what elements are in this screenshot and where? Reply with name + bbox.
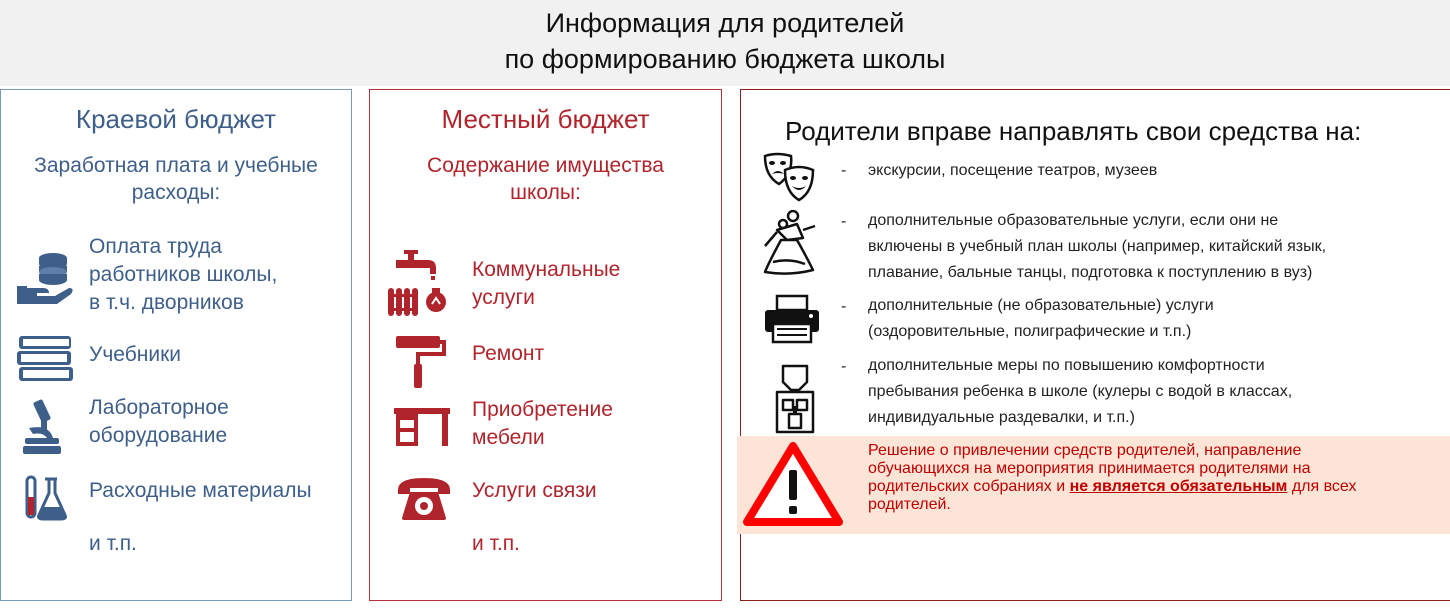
local-budget-subtitle-line-1: Содержание имущества <box>427 154 664 177</box>
regional-item-lab-label <box>89 394 229 450</box>
local-budget-title: Местный бюджет <box>441 104 650 134</box>
regional-budget-subtitle <box>1 152 351 206</box>
microscope-icon <box>23 398 63 456</box>
parents-item-3-dash: - <box>841 298 847 315</box>
parents-funds-panel <box>740 89 1450 601</box>
regional-item-materials-label: Расходные материалы <box>89 479 312 502</box>
books-icon <box>15 334 75 384</box>
warning-line-4: родителей. <box>868 496 951 513</box>
page-header <box>0 0 1450 86</box>
money-hand-icon <box>15 250 75 308</box>
desk-icon <box>394 406 450 448</box>
parents-item-1-dash: - <box>841 162 847 179</box>
local-item-communication-label: Услуги связи <box>472 479 597 502</box>
warning-line-2: обучающихся на мероприятия принимается родителями на <box>868 460 1311 477</box>
parents-item-4-line-1: дополнительные меры по повышению комфортности <box>868 357 1265 374</box>
parents-item-3-text <box>868 293 1428 345</box>
parents-item-4-line-3: индивидуальные раздевалки, и т.п.) <box>868 409 1135 426</box>
regional-item-salary-line-3: в т.ч. дворников <box>89 291 244 314</box>
parents-item-3-line-1: дополнительные (не образовательные) услуги <box>868 297 1214 314</box>
utilities-icon <box>388 250 450 318</box>
warning-notice <box>737 436 1450 534</box>
parents-item-1-line-1: экскурсии, посещение театров, музеев <box>868 162 1158 179</box>
regional-item-salary-label <box>89 233 277 317</box>
regional-budget-subtitle-line-2: расходы: <box>131 181 221 204</box>
regional-item-salary-line-1: Оплата труда <box>89 235 222 258</box>
regional-budget-title: Краевой бюджет <box>75 104 277 134</box>
warning-line-3 <box>868 478 1438 496</box>
parents-item-3-line-2: (оздоровительные, полиграфические и т.п.) <box>868 323 1192 340</box>
warning-line-3-end: для всех <box>1287 478 1357 495</box>
regional-item-lab-line-2: оборудование <box>89 424 228 447</box>
local-budget-subtitle-line-2: школы: <box>510 181 581 204</box>
local-item-utilities-line-1: Коммунальные <box>472 258 621 281</box>
page-title-line-2: по формированию бюджета школы <box>504 44 946 74</box>
parents-item-4-line-2: пребывания ребенка в школе (кулеры с водой в классах, <box>868 383 1293 400</box>
parents-item-2-dash: - <box>841 213 847 230</box>
warning-triangle-icon <box>743 442 843 526</box>
parents-item-1-text <box>868 158 1428 184</box>
regional-item-books-label: Учебники <box>89 343 181 366</box>
warning-line-1: Решение о привлечении средств родителей, направление <box>868 442 1302 459</box>
regional-etc: и т.п. <box>89 532 137 555</box>
local-item-furniture-line-2: мебели <box>472 426 545 449</box>
theater-masks-icon <box>763 152 815 202</box>
telephone-icon <box>396 476 452 522</box>
lab-flask-icon <box>23 475 67 521</box>
regional-item-salary-line-2: работников школы, <box>89 263 278 286</box>
dancers-icon <box>763 210 817 276</box>
local-item-utilities-line-2: услуги <box>472 286 535 309</box>
warning-not-mandatory-emphasis: не является обязательным <box>1069 478 1288 495</box>
local-item-repair-label: Ремонт <box>472 342 545 365</box>
local-budget-subtitle <box>370 152 721 206</box>
printer-icon <box>765 294 819 344</box>
local-item-furniture-line-1: Приобретение <box>472 398 613 421</box>
paint-roller-icon <box>396 334 448 390</box>
local-item-furniture-label <box>472 396 613 452</box>
parents-item-4-text <box>868 353 1428 431</box>
warning-line-3-start: родительских собраниях и <box>868 478 1070 495</box>
warning-text <box>868 442 1438 514</box>
water-cooler-icon <box>775 364 815 434</box>
page-title-line-1: Информация для родителей <box>545 8 905 38</box>
parents-funds-title: Родители вправе направлять свои средства на: <box>785 116 1362 146</box>
parents-item-2-line-1: дополнительные образовательные услуги, если они не <box>868 212 1279 229</box>
parents-item-2-line-2: включены в учебный план школы (например, китайский язык, <box>868 238 1327 255</box>
regional-budget-panel <box>0 89 352 601</box>
local-etc: и т.п. <box>472 532 520 555</box>
parents-item-2-text <box>868 208 1428 286</box>
regional-budget-subtitle-line-1: Заработная плата и учебные <box>34 154 318 177</box>
local-budget-panel <box>369 89 722 601</box>
regional-item-lab-line-1: Лабораторное <box>89 396 229 419</box>
parents-item-2-line-3: плавание, бальные танцы, подготовка к поступлению в вуз) <box>868 264 1313 281</box>
parents-item-4-dash: - <box>841 358 847 375</box>
local-item-utilities-label <box>472 256 620 312</box>
